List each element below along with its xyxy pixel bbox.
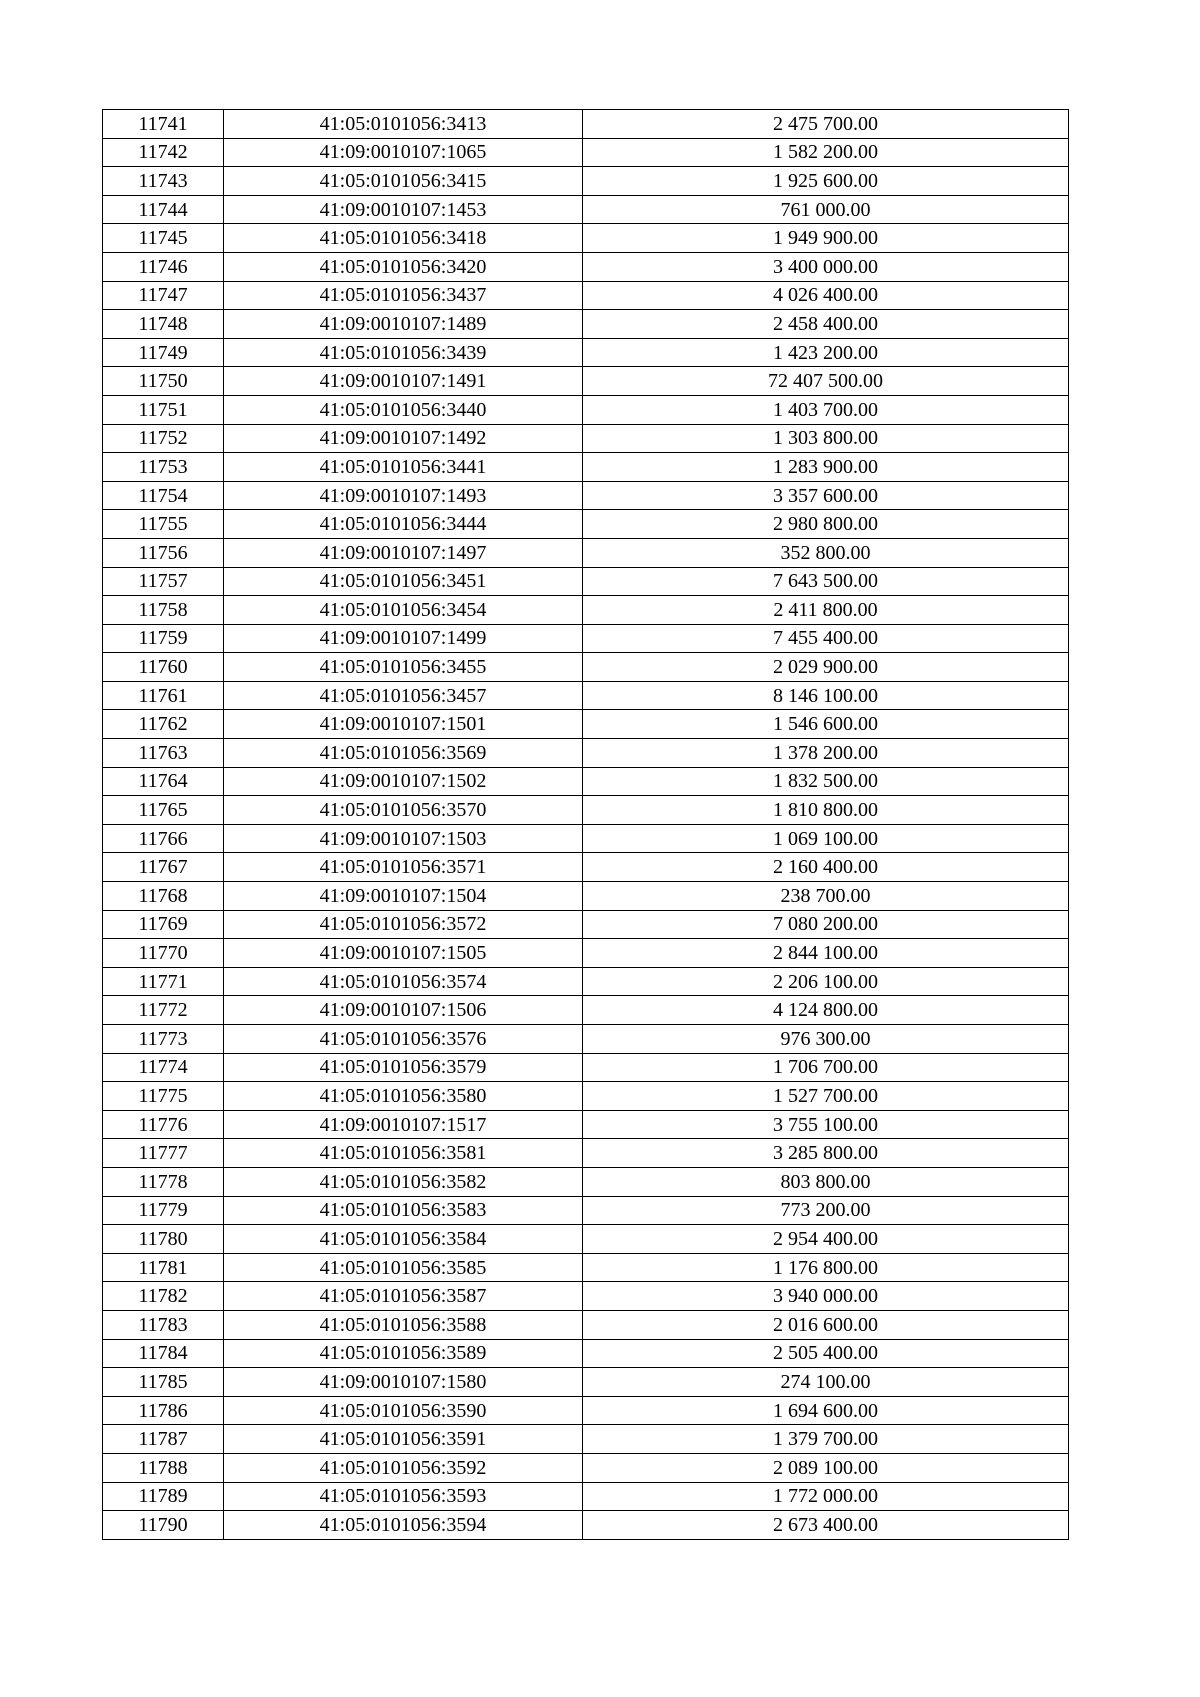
cadastral-value-table — [102, 109, 1069, 1540]
cadastral-number-cell: 41:05:0101056:3440 — [224, 395, 583, 424]
row-number-cell: 11765 — [103, 796, 224, 825]
row-number-cell: 11785 — [103, 1368, 224, 1397]
table-row — [103, 1396, 1069, 1425]
value-cell: 1 810 800.00 — [583, 796, 1069, 825]
row-number-cell: 11763 — [103, 739, 224, 768]
cadastral-number-cell: 41:09:0010107:1580 — [224, 1368, 583, 1397]
table-row — [103, 1310, 1069, 1339]
table-row — [103, 281, 1069, 310]
table-row — [103, 367, 1069, 396]
cadastral-number-cell: 41:05:0101056:3569 — [224, 739, 583, 768]
cadastral-number-cell: 41:09:0010107:1065 — [224, 138, 583, 167]
value-cell: 1 582 200.00 — [583, 138, 1069, 167]
row-number-cell: 11748 — [103, 310, 224, 339]
cadastral-number-cell: 41:09:0010107:1453 — [224, 195, 583, 224]
table-row — [103, 1368, 1069, 1397]
cadastral-number-cell: 41:05:0101056:3451 — [224, 567, 583, 596]
row-number-cell: 11756 — [103, 538, 224, 567]
table-row — [103, 939, 1069, 968]
row-number-cell: 11754 — [103, 481, 224, 510]
cadastral-number-cell: 41:09:0010107:1497 — [224, 538, 583, 567]
table-row — [103, 310, 1069, 339]
table-row — [103, 424, 1069, 453]
value-cell: 1 423 200.00 — [583, 338, 1069, 367]
value-cell: 1 403 700.00 — [583, 395, 1069, 424]
value-cell: 3 400 000.00 — [583, 252, 1069, 281]
cadastral-number-cell: 41:05:0101056:3444 — [224, 510, 583, 539]
value-cell: 2 954 400.00 — [583, 1225, 1069, 1254]
table-row — [103, 167, 1069, 196]
value-cell: 1 832 500.00 — [583, 767, 1069, 796]
table-row — [103, 224, 1069, 253]
value-cell: 1 949 900.00 — [583, 224, 1069, 253]
value-cell: 2 029 900.00 — [583, 653, 1069, 682]
row-number-cell: 11753 — [103, 453, 224, 482]
row-number-cell: 11752 — [103, 424, 224, 453]
row-number-cell: 11745 — [103, 224, 224, 253]
row-number-cell: 11744 — [103, 195, 224, 224]
row-number-cell: 11772 — [103, 996, 224, 1025]
value-cell: 3 285 800.00 — [583, 1139, 1069, 1168]
value-cell: 1 379 700.00 — [583, 1425, 1069, 1454]
table-row — [103, 681, 1069, 710]
row-number-cell: 11787 — [103, 1425, 224, 1454]
row-number-cell: 11755 — [103, 510, 224, 539]
row-number-cell: 11790 — [103, 1511, 224, 1540]
value-cell: 4 026 400.00 — [583, 281, 1069, 310]
cadastral-number-cell: 41:05:0101056:3579 — [224, 1053, 583, 1082]
table-row — [103, 1511, 1069, 1540]
row-number-cell: 11750 — [103, 367, 224, 396]
table-row — [103, 252, 1069, 281]
table-row — [103, 910, 1069, 939]
table-row — [103, 767, 1069, 796]
value-cell: 1 378 200.00 — [583, 739, 1069, 768]
table-row — [103, 1482, 1069, 1511]
row-number-cell: 11784 — [103, 1339, 224, 1368]
table-row — [103, 624, 1069, 653]
value-cell: 352 800.00 — [583, 538, 1069, 567]
value-cell: 4 124 800.00 — [583, 996, 1069, 1025]
cadastral-number-cell: 41:05:0101056:3437 — [224, 281, 583, 310]
value-cell: 2 411 800.00 — [583, 596, 1069, 625]
value-cell: 1 176 800.00 — [583, 1253, 1069, 1282]
row-number-cell: 11771 — [103, 967, 224, 996]
value-cell: 803 800.00 — [583, 1167, 1069, 1196]
table-row — [103, 338, 1069, 367]
row-number-cell: 11781 — [103, 1253, 224, 1282]
value-cell: 1 527 700.00 — [583, 1082, 1069, 1111]
value-cell: 2 089 100.00 — [583, 1453, 1069, 1482]
row-number-cell: 11778 — [103, 1167, 224, 1196]
row-number-cell: 11789 — [103, 1482, 224, 1511]
table-row — [103, 596, 1069, 625]
value-cell: 72 407 500.00 — [583, 367, 1069, 396]
table-row — [103, 739, 1069, 768]
value-cell: 1 283 900.00 — [583, 453, 1069, 482]
cadastral-number-cell: 41:09:0010107:1517 — [224, 1110, 583, 1139]
table-row — [103, 567, 1069, 596]
cadastral-number-cell: 41:05:0101056:3589 — [224, 1339, 583, 1368]
cadastral-number-cell: 41:05:0101056:3457 — [224, 681, 583, 710]
row-number-cell: 11776 — [103, 1110, 224, 1139]
table-row — [103, 796, 1069, 825]
table-row — [103, 710, 1069, 739]
table-row — [103, 824, 1069, 853]
cadastral-number-cell: 41:05:0101056:3583 — [224, 1196, 583, 1225]
value-cell: 8 146 100.00 — [583, 681, 1069, 710]
cadastral-number-cell: 41:09:0010107:1503 — [224, 824, 583, 853]
cadastral-number-cell: 41:09:0010107:1499 — [224, 624, 583, 653]
table-row — [103, 653, 1069, 682]
cadastral-number-cell: 41:05:0101056:3570 — [224, 796, 583, 825]
cadastral-number-cell: 41:09:0010107:1492 — [224, 424, 583, 453]
row-number-cell: 11757 — [103, 567, 224, 596]
value-cell: 761 000.00 — [583, 195, 1069, 224]
value-cell: 2 844 100.00 — [583, 939, 1069, 968]
row-number-cell: 11758 — [103, 596, 224, 625]
row-number-cell: 11751 — [103, 395, 224, 424]
row-number-cell: 11774 — [103, 1053, 224, 1082]
cadastral-number-cell: 41:05:0101056:3420 — [224, 252, 583, 281]
row-number-cell: 11788 — [103, 1453, 224, 1482]
value-cell: 773 200.00 — [583, 1196, 1069, 1225]
table-row — [103, 1253, 1069, 1282]
cadastral-number-cell: 41:05:0101056:3418 — [224, 224, 583, 253]
cadastral-number-cell: 41:05:0101056:3594 — [224, 1511, 583, 1540]
table-row — [103, 853, 1069, 882]
cadastral-number-cell: 41:09:0010107:1489 — [224, 310, 583, 339]
value-cell: 1 772 000.00 — [583, 1482, 1069, 1511]
value-cell: 274 100.00 — [583, 1368, 1069, 1397]
cadastral-number-cell: 41:05:0101056:3591 — [224, 1425, 583, 1454]
cadastral-number-cell: 41:05:0101056:3571 — [224, 853, 583, 882]
cadastral-number-cell: 41:05:0101056:3574 — [224, 967, 583, 996]
value-cell: 1 925 600.00 — [583, 167, 1069, 196]
cadastral-number-cell: 41:05:0101056:3581 — [224, 1139, 583, 1168]
cadastral-number-cell: 41:05:0101056:3590 — [224, 1396, 583, 1425]
row-number-cell: 11775 — [103, 1082, 224, 1111]
cadastral-number-cell: 41:09:0010107:1502 — [224, 767, 583, 796]
table-row — [103, 1110, 1069, 1139]
row-number-cell: 11766 — [103, 824, 224, 853]
table-row — [103, 1167, 1069, 1196]
row-number-cell: 11761 — [103, 681, 224, 710]
table-row — [103, 110, 1069, 139]
row-number-cell: 11742 — [103, 138, 224, 167]
value-cell: 7 643 500.00 — [583, 567, 1069, 596]
row-number-cell: 11746 — [103, 252, 224, 281]
row-number-cell: 11747 — [103, 281, 224, 310]
table-row — [103, 1196, 1069, 1225]
cadastral-number-cell: 41:05:0101056:3576 — [224, 1025, 583, 1054]
value-cell: 1 069 100.00 — [583, 824, 1069, 853]
table-row — [103, 882, 1069, 911]
cadastral-number-cell: 41:05:0101056:3584 — [224, 1225, 583, 1254]
value-cell: 1 303 800.00 — [583, 424, 1069, 453]
row-number-cell: 11760 — [103, 653, 224, 682]
cadastral-number-cell: 41:05:0101056:3439 — [224, 338, 583, 367]
row-number-cell: 11782 — [103, 1282, 224, 1311]
cadastral-number-cell: 41:05:0101056:3582 — [224, 1167, 583, 1196]
row-number-cell: 11770 — [103, 939, 224, 968]
cadastral-number-cell: 41:05:0101056:3592 — [224, 1453, 583, 1482]
row-number-cell: 11743 — [103, 167, 224, 196]
value-cell: 2 475 700.00 — [583, 110, 1069, 139]
cadastral-number-cell: 41:05:0101056:3572 — [224, 910, 583, 939]
value-cell: 1 694 600.00 — [583, 1396, 1069, 1425]
value-cell: 976 300.00 — [583, 1025, 1069, 1054]
value-cell: 3 357 600.00 — [583, 481, 1069, 510]
row-number-cell: 11777 — [103, 1139, 224, 1168]
cadastral-number-cell: 41:05:0101056:3415 — [224, 167, 583, 196]
value-cell: 2 505 400.00 — [583, 1339, 1069, 1368]
row-number-cell: 11762 — [103, 710, 224, 739]
table-row — [103, 195, 1069, 224]
value-cell: 1 706 700.00 — [583, 1053, 1069, 1082]
table-row — [103, 1053, 1069, 1082]
table-row — [103, 1082, 1069, 1111]
value-cell: 238 700.00 — [583, 882, 1069, 911]
cadastral-number-cell: 41:05:0101056:3588 — [224, 1310, 583, 1339]
table-row — [103, 1025, 1069, 1054]
table-row — [103, 1425, 1069, 1454]
table-row — [103, 138, 1069, 167]
row-number-cell: 11769 — [103, 910, 224, 939]
table-row — [103, 481, 1069, 510]
table-row — [103, 996, 1069, 1025]
row-number-cell: 11786 — [103, 1396, 224, 1425]
cadastral-number-cell: 41:05:0101056:3454 — [224, 596, 583, 625]
cadastral-number-cell: 41:05:0101056:3585 — [224, 1253, 583, 1282]
value-cell: 2 458 400.00 — [583, 310, 1069, 339]
cadastral-number-cell: 41:05:0101056:3441 — [224, 453, 583, 482]
row-number-cell: 11759 — [103, 624, 224, 653]
table-row — [103, 1453, 1069, 1482]
row-number-cell: 11780 — [103, 1225, 224, 1254]
cadastral-number-cell: 41:09:0010107:1493 — [224, 481, 583, 510]
table-row — [103, 1139, 1069, 1168]
cadastral-number-cell: 41:09:0010107:1505 — [224, 939, 583, 968]
table-row — [103, 395, 1069, 424]
row-number-cell: 11764 — [103, 767, 224, 796]
value-cell: 1 546 600.00 — [583, 710, 1069, 739]
value-cell: 7 455 400.00 — [583, 624, 1069, 653]
value-cell: 2 016 600.00 — [583, 1310, 1069, 1339]
cadastral-number-cell: 41:05:0101056:3413 — [224, 110, 583, 139]
table-row — [103, 538, 1069, 567]
cadastral-number-cell: 41:05:0101056:3580 — [224, 1082, 583, 1111]
row-number-cell: 11749 — [103, 338, 224, 367]
value-cell: 2 160 400.00 — [583, 853, 1069, 882]
table-row — [103, 967, 1069, 996]
row-number-cell: 11768 — [103, 882, 224, 911]
table-body — [103, 110, 1069, 1540]
table-row — [103, 1225, 1069, 1254]
cadastral-number-cell: 41:09:0010107:1506 — [224, 996, 583, 1025]
value-cell: 2 206 100.00 — [583, 967, 1069, 996]
table-row — [103, 1339, 1069, 1368]
row-number-cell: 11773 — [103, 1025, 224, 1054]
row-number-cell: 11779 — [103, 1196, 224, 1225]
value-cell: 3 940 000.00 — [583, 1282, 1069, 1311]
cadastral-number-cell: 41:05:0101056:3455 — [224, 653, 583, 682]
row-number-cell: 11741 — [103, 110, 224, 139]
value-cell: 2 980 800.00 — [583, 510, 1069, 539]
value-cell: 7 080 200.00 — [583, 910, 1069, 939]
cadastral-number-cell: 41:09:0010107:1491 — [224, 367, 583, 396]
table-row — [103, 453, 1069, 482]
row-number-cell: 11767 — [103, 853, 224, 882]
table-row — [103, 510, 1069, 539]
cadastral-number-cell: 41:09:0010107:1504 — [224, 882, 583, 911]
value-cell: 2 673 400.00 — [583, 1511, 1069, 1540]
cadastral-number-cell: 41:05:0101056:3587 — [224, 1282, 583, 1311]
value-cell: 3 755 100.00 — [583, 1110, 1069, 1139]
row-number-cell: 11783 — [103, 1310, 224, 1339]
table-row — [103, 1282, 1069, 1311]
cadastral-number-cell: 41:09:0010107:1501 — [224, 710, 583, 739]
cadastral-number-cell: 41:05:0101056:3593 — [224, 1482, 583, 1511]
